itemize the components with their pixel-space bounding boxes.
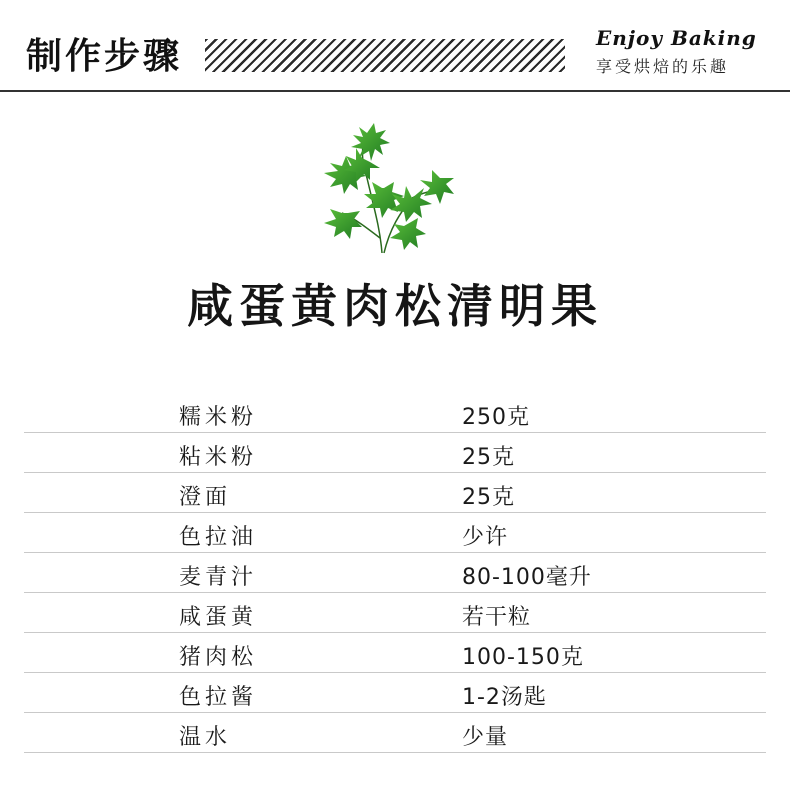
- decorative-stripes: [205, 39, 565, 72]
- ingredient-name: 澄面: [179, 485, 232, 510]
- ingredient-row: [24, 473, 766, 513]
- recipe-title: 咸蛋黄肉松清明果: [187, 279, 603, 333]
- ingredient-amount: 少许: [462, 525, 509, 550]
- ingredient-amount: 少量: [462, 725, 509, 750]
- page-header: [0, 0, 790, 92]
- ingredient-name: 温水: [179, 725, 232, 750]
- ingredient-name: 色拉酱: [179, 685, 258, 710]
- ingredient-amount: 250克: [462, 405, 530, 430]
- ingredient-name: 麦青汁: [179, 565, 258, 590]
- header-divider: [0, 90, 790, 92]
- ingredient-amount: 80-100毫升: [462, 565, 592, 590]
- herb-leaves-icon: [312, 118, 462, 258]
- brand-slogan-en: Enjoy Baking: [596, 26, 757, 50]
- ingredient-amount: 若干粒: [462, 605, 532, 630]
- ingredient-name: 色拉油: [179, 525, 258, 550]
- ingredient-amount: 25克: [462, 485, 515, 510]
- ingredient-amount: 25克: [462, 445, 515, 470]
- ingredient-row: [24, 673, 766, 713]
- brand-slogan-cn: 享受烘焙的乐趣: [596, 57, 730, 76]
- ingredient-name: 咸蛋黄: [179, 605, 258, 630]
- ingredient-amount: 1-2汤匙: [462, 685, 547, 710]
- section-title: 制作步骤: [26, 35, 183, 77]
- ingredient-table: [24, 393, 766, 753]
- ingredient-row: [24, 713, 766, 753]
- ingredient-name: 糯米粉: [179, 405, 258, 430]
- ingredient-amount: 100-150克: [462, 645, 584, 670]
- ingredient-name: 猪肉松: [179, 645, 258, 670]
- ingredient-row: [24, 553, 766, 593]
- ingredient-name: 粘米粉: [179, 445, 258, 470]
- ingredient-row: [24, 433, 766, 473]
- ingredient-row: [24, 633, 766, 673]
- ingredient-row: [24, 393, 766, 433]
- ingredient-row: [24, 593, 766, 633]
- ingredient-row: [24, 513, 766, 553]
